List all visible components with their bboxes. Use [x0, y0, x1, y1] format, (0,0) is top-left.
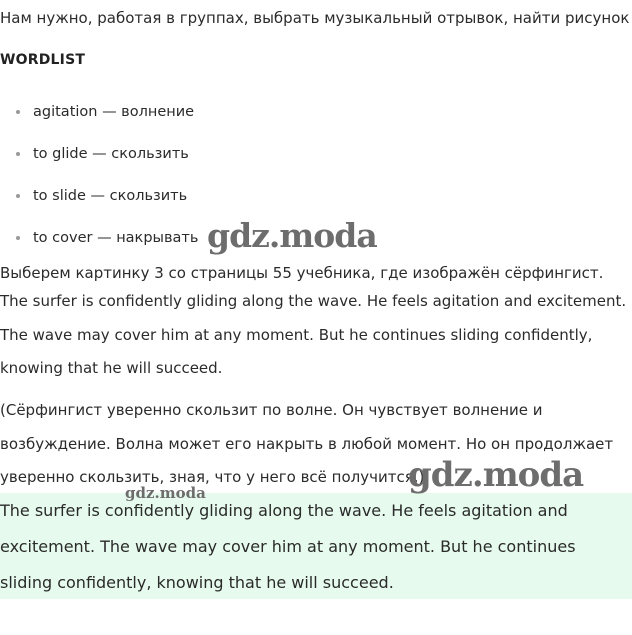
answer-box: [0, 493, 632, 599]
list-item-text: to slide — скользить: [33, 188, 188, 204]
intro-text: Нам нужно, работая в группах, выбрать музыкальный отрывок, найти рисунок: [0, 9, 630, 27]
list-item-text: agitation — волнение: [33, 104, 195, 120]
bullet-icon: [16, 152, 20, 156]
list-item-text: to cover — накрывать: [33, 230, 199, 246]
translation-paragraph: (Сёрфингист уверенно скользит по волне. Он чувствует волнение и возбуждение. Волна может его накрыть в любой момент. Но он продолжает уверенно скользить, зная, что у него всё получится.): [0, 401, 614, 486]
wordlist-heading: WORDLIST: [0, 52, 86, 68]
bullet-icon: [16, 236, 20, 240]
bullet-icon: [16, 194, 20, 198]
list-item-text: to glide — скользить: [33, 146, 189, 162]
list-item: [0, 138, 198, 180]
answer-text: The surfer is confidently gliding along the wave. He feels agitation and excitement. The wave may cover him at any moment. But he continues sliding confidently, knowing that he will succeed.: [0, 501, 576, 592]
watermark-logo: gdz.moda: [207, 216, 377, 255]
watermark-logo: gdz.moda: [125, 484, 206, 502]
intro-text-cut: [0, 4, 632, 34]
bullet-icon: [16, 110, 20, 114]
english-paragraph: The surfer is confidently gliding along the wave. He feels agitation and excitement. The wave may cover him at any moment. But he continues sliding confidently, knowing that he will succeed.: [0, 292, 627, 377]
picture-choice-paragraph: Выберем картинку 3 со страницы 55 учебника, где изображён сёрфингист.: [0, 264, 604, 282]
list-item: [0, 180, 198, 222]
wordlist: [0, 96, 198, 264]
list-item: [0, 96, 198, 138]
watermark-logo: gdz.moda: [408, 455, 584, 495]
